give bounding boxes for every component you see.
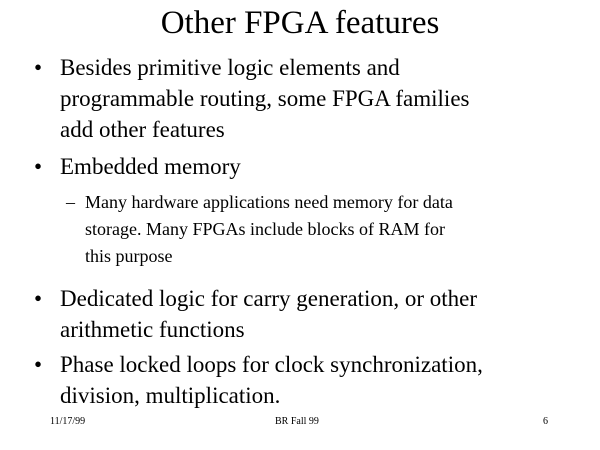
bullet-line: programmable routing, some FPGA families bbox=[60, 86, 470, 111]
sub-bullet-line: storage. Many FPGAs include blocks of RAM for bbox=[85, 219, 445, 239]
bullet-line: division, multiplication. bbox=[60, 383, 281, 408]
sub-bullet-line: this purpose bbox=[85, 246, 173, 266]
bullet-text bbox=[60, 283, 477, 345]
slide-title: Other FPGA features bbox=[160, 5, 440, 41]
bullet-text bbox=[60, 151, 241, 182]
bullet-line: add other features bbox=[60, 117, 225, 142]
sub-bullet-line: Many hardware applications need memory for data bbox=[85, 192, 453, 212]
sub-bullet-text bbox=[85, 189, 453, 270]
dash-icon: – bbox=[66, 192, 75, 212]
footer-page-number: 6 bbox=[543, 416, 548, 427]
bullet-icon: • bbox=[34, 154, 43, 179]
bullet-text bbox=[60, 349, 483, 411]
bullet-line: arithmetic functions bbox=[60, 317, 245, 342]
bullet-line: Phase locked loops for clock synchronization, bbox=[60, 352, 483, 377]
footer-date: 11/17/99 bbox=[50, 416, 86, 427]
bullet-icon: • bbox=[34, 286, 43, 311]
bullet-line: Besides primitive logic elements and bbox=[60, 55, 400, 80]
footer-course: BR Fall 99 bbox=[275, 416, 319, 427]
bullet-line: Dedicated logic for carry generation, or other bbox=[60, 286, 477, 311]
bullet-icon: • bbox=[34, 55, 43, 80]
bullet-icon: • bbox=[34, 352, 43, 377]
bullet-text bbox=[60, 52, 469, 145]
bullet-line: Embedded memory bbox=[60, 154, 241, 179]
